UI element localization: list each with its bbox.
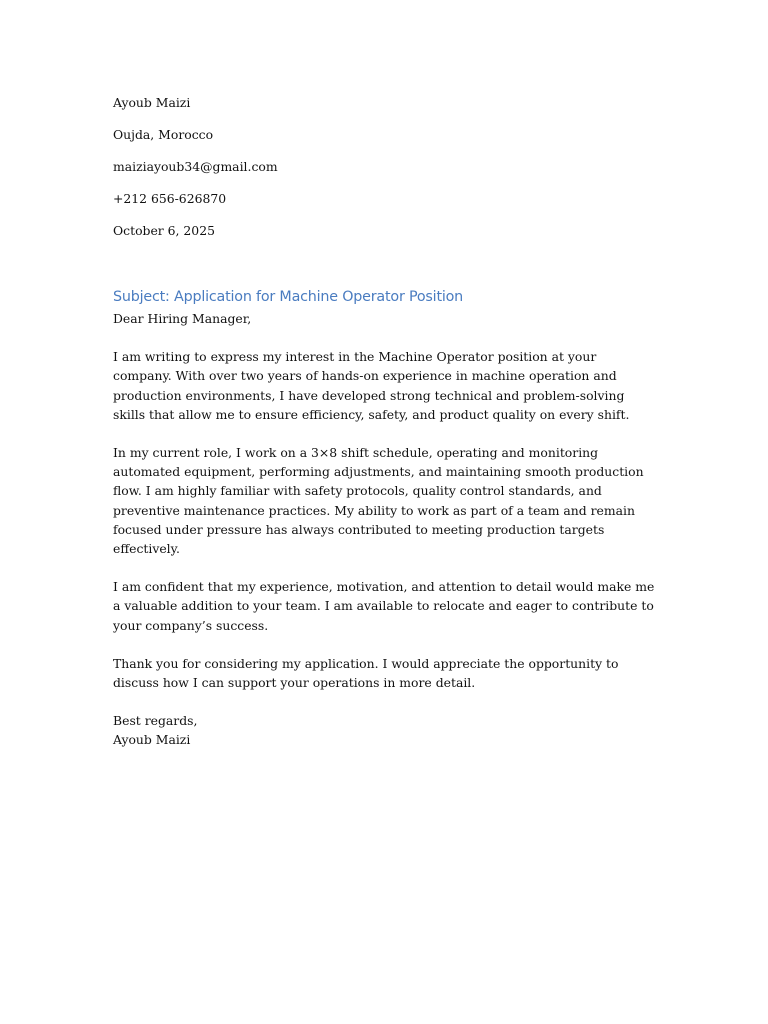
sender-name: Ayoub Maizi — [113, 95, 191, 110]
sender-block — [113, 93, 658, 253]
letter-date: October 6, 2025 — [113, 223, 215, 238]
letter-paragraph-1: I am writing to express my interest in the Machine Operator position at your company. With over two years of hands-on experience in machine operation and production environments, I have developed strong technical and problem-solving skills that allow me to ensure efficiency, safety, and product quality on every shift. — [113, 349, 630, 422]
letter-paragraph-3: I am confident that my experience, motivation, and attention to detail would make me a valuable addition to your team. I am available to relocate and eager to contribute to your company’s success. — [113, 579, 655, 633]
letter-signoff — [113, 711, 658, 749]
sender-location: Oujda, Morocco — [113, 127, 214, 142]
letter-body — [113, 93, 658, 750]
letter-subject: Subject: Application for Machine Operator Position — [113, 289, 464, 305]
letter-salutation: Dear Hiring Manager, — [113, 311, 252, 326]
letter-closing: Best regards, — [113, 713, 198, 729]
letter-paragraph-4: Thank you for considering my application. I would appreciate the opportunity to discuss how I can support your operations in more detail. — [113, 655, 619, 691]
sender-email: maiziayoub34@gmail.com — [113, 159, 278, 174]
sender-phone: +212 656-626870 — [113, 191, 227, 206]
letter-paragraph-2: In my current role, I work on a 3×8 shift schedule, operating and monitoring automated equipment, performing adjustments, and maintaining smooth production flow. I am highly familiar with safety protocols, quality control standards, and preventive maintenance practices. My ability to work as part of a team and remain focused under pressure has always contributed to meeting production targets effectively. — [113, 445, 644, 557]
letter-signature: Ayoub Maizi — [113, 732, 191, 748]
